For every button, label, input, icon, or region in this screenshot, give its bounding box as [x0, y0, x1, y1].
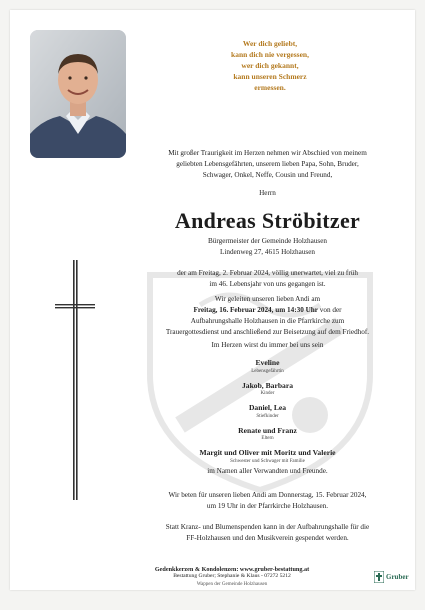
donation-line: FF-Holzhausen und den Musikverein gespendet werden. — [186, 534, 349, 542]
poem-line: kann unseren Schmerz — [233, 72, 307, 81]
logo-text: Gruber — [386, 573, 409, 581]
relation-role: Schwester und Schwager mit Familie — [230, 458, 305, 464]
footer-crest-credit: Wappen der Gemeinde Holzhausen — [196, 581, 268, 587]
funeral-line: Wir geleiten unseren lieben Andi am — [214, 295, 321, 303]
intro-line: geliebten Lebensgefährten, unserem lieben Papa, Sohn, Bruder, — [176, 160, 359, 168]
funeral-date: Freitag, 16. Februar 2024, um 14:30 Uhr — [193, 306, 318, 314]
donation-notice — [120, 522, 415, 544]
poem-line: Wer dich geliebt, — [242, 39, 298, 48]
others-line: im Namen aller Verwandten und Freunde. — [207, 467, 328, 475]
death-notice — [120, 268, 415, 290]
prayer-line: um 19 Uhr in der Pfarrkirche Holzhausen. — [206, 502, 329, 510]
relation-item — [120, 426, 415, 443]
footer-website[interactable]: Gedenkkerzen & Kondolenzen: www.gruber-bestattung.at — [154, 566, 310, 573]
poem-line: kann dich nie vergessen, — [231, 50, 309, 59]
prayer-line: Wir beten für unseren lieben Andi am Donnerstag, 15. Februar 2024, — [168, 491, 367, 499]
cross-icon — [55, 260, 95, 500]
deceased-name: Andreas Ströbitzer — [174, 208, 361, 233]
poem-line: ermessen. — [254, 83, 286, 92]
prayer-notice — [120, 490, 415, 512]
relation-name: Daniel, Lea — [248, 403, 287, 412]
relation-role: Kinder — [260, 391, 275, 396]
relation-role: Eltern — [261, 436, 274, 441]
donation-line: Statt Kranz- und Blumenspenden kann in der Aufbahrungshalle für die — [165, 523, 370, 531]
footer-undertaker: Bestattung Gruber; Stephanie & Klaus - 07272 5212 — [173, 573, 291, 580]
obituary-card — [10, 10, 415, 590]
gruber-logo-icon — [374, 571, 384, 583]
death-line: der am Freitag, 2. Februar 2024, völlig unerwartet, viel zu früh — [177, 269, 358, 277]
funeral-line-rest: von der — [317, 306, 342, 314]
title-line: Bürgermeister der Gemeinde Holzhausen — [207, 237, 328, 245]
relation-item — [120, 403, 415, 420]
relation-name: Jakob, Barbara — [241, 380, 294, 390]
poem — [170, 38, 370, 93]
portrait-photo — [30, 30, 126, 158]
relation-item — [120, 381, 415, 398]
death-line: im 46. Lebensjahr von uns gegangen ist. — [209, 280, 326, 288]
relation-name: Margit und Oliver mit Moritz und Valerie — [199, 448, 336, 457]
relation-name: Eveline — [255, 358, 280, 367]
relation-item — [120, 448, 415, 465]
title-block — [120, 236, 415, 258]
footer-contact — [102, 566, 362, 588]
poem-line: wer dich gekannt, — [241, 61, 299, 70]
gruber-logo — [374, 570, 410, 584]
salutation: Herrn — [259, 189, 276, 197]
title-line: Lindenweg 27, 4615 Holzhausen — [219, 248, 315, 256]
relation-name: Renate und Franz — [238, 425, 297, 435]
funeral-line: Trauergottesdienst und anschließend zur Beisetzung auf dem Friedhof. — [165, 328, 370, 336]
relation-role: Stiefkinder — [256, 413, 279, 419]
intro-text — [120, 148, 415, 181]
funeral-notice — [120, 294, 415, 338]
intro-line: Schwager, Onkel, Neffe, Cousin und Freund, — [202, 171, 333, 179]
relation-role: Lebensgefährtin — [251, 368, 284, 374]
funeral-line: Aufbahrungshalle Holzhausen in die Pfarrkirche zum — [190, 317, 345, 325]
relation-item — [120, 358, 415, 375]
funeral-line — [120, 305, 415, 316]
in-heart-line: Im Herzen wirst du immer bei uns sein — [211, 341, 324, 349]
relations-list — [120, 358, 415, 465]
intro-line: Mit großer Traurigkeit im Herzen nehmen wir Abschied von meinem — [168, 149, 367, 157]
